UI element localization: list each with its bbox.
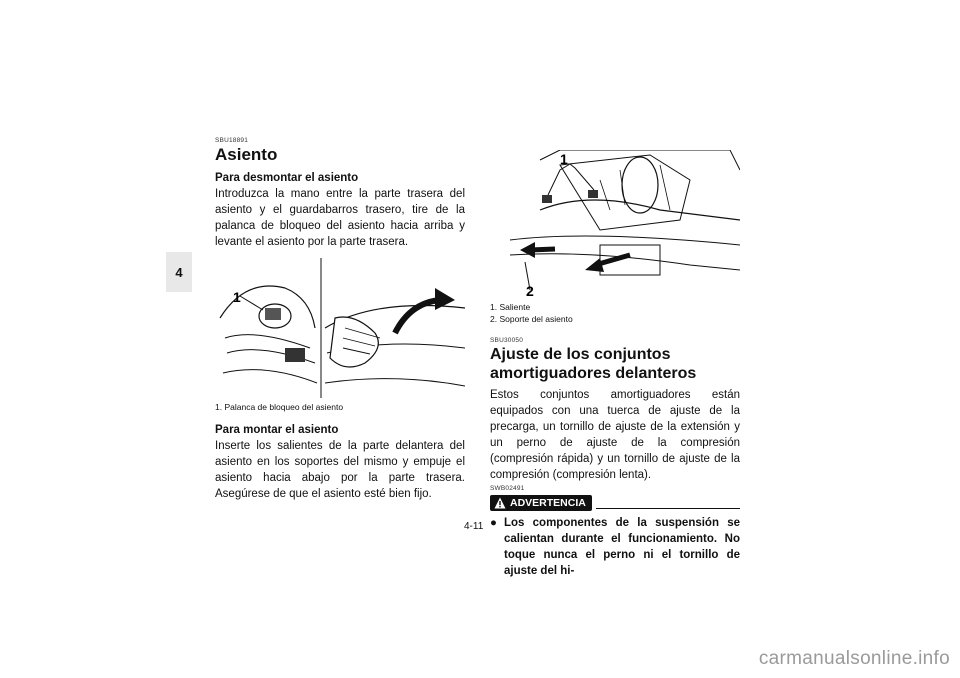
warning-triangle-icon bbox=[494, 497, 506, 509]
section-text: Estos conjuntos amortiguadores están equipados con una tuerca de ajuste de la precarga, un tornillo de ajuste de la extensión y un perno de ajuste de la compresión (compresión rápida) y un tornillo de ajuste de la compresión (compresión lenta). bbox=[490, 389, 740, 481]
figure-callout-1: 1 bbox=[233, 289, 241, 305]
caption-1: 1. Saliente bbox=[490, 302, 531, 312]
section-title: Ajuste de los conjuntos amortiguadores delanteros bbox=[490, 346, 697, 382]
warning-bullet-text: Los componentes de la suspensión se calientan durante el funcionamiento. No toque nunca el perno ni el tornillo de ajuste del hi- bbox=[504, 517, 740, 577]
watermark: carmanualsonline.info bbox=[758, 648, 950, 669]
remove-text: Introduzca la mano entre la parte trasera del asiento y el guardabarros trasero, tire de la palanca de bloqueo del asiento hacia arriba y levante el asiento por la parte trasera. bbox=[215, 188, 465, 248]
figure-callout-2: 2 bbox=[526, 283, 534, 298]
section-code: SBU30050 bbox=[490, 337, 524, 344]
chapter-tab: 4 bbox=[166, 252, 192, 292]
caption-2: 2. Soporte del asiento bbox=[490, 314, 573, 324]
figure-callout-1: 1 bbox=[560, 151, 568, 167]
install-heading: Para montar el asiento bbox=[215, 424, 339, 436]
seat-lock-illustration bbox=[215, 258, 465, 398]
warning-bullet bbox=[490, 515, 740, 579]
warning-code: SWB02491 bbox=[490, 485, 525, 492]
remove-heading: Para desmontar el asiento bbox=[215, 172, 359, 184]
install-text: Inserte los salientes de la parte delantera del asiento en los soportes del mismo y empuje el asiento hacia abajo por la parte trasera. Asegúrese de que el asiento esté bien fijo. bbox=[215, 440, 465, 500]
figure-caption: 1. Palanca de bloqueo del asiento bbox=[215, 402, 344, 412]
warning-badge bbox=[490, 495, 592, 511]
section-title: Asiento bbox=[215, 145, 278, 164]
seat-bracket-figure bbox=[490, 150, 740, 298]
section-code: SBU18891 bbox=[215, 137, 249, 144]
seat-bracket-illustration bbox=[490, 150, 740, 298]
warning-label: ADVERTENCIA bbox=[510, 497, 586, 509]
warning-header bbox=[490, 495, 740, 511]
left-column bbox=[215, 137, 465, 502]
seat-lock-figure bbox=[215, 258, 465, 398]
right-column bbox=[490, 150, 740, 579]
warning-rule bbox=[596, 498, 740, 509]
bullet-dot-icon: ● bbox=[490, 517, 497, 529]
page-number: 4-11 bbox=[464, 521, 484, 532]
